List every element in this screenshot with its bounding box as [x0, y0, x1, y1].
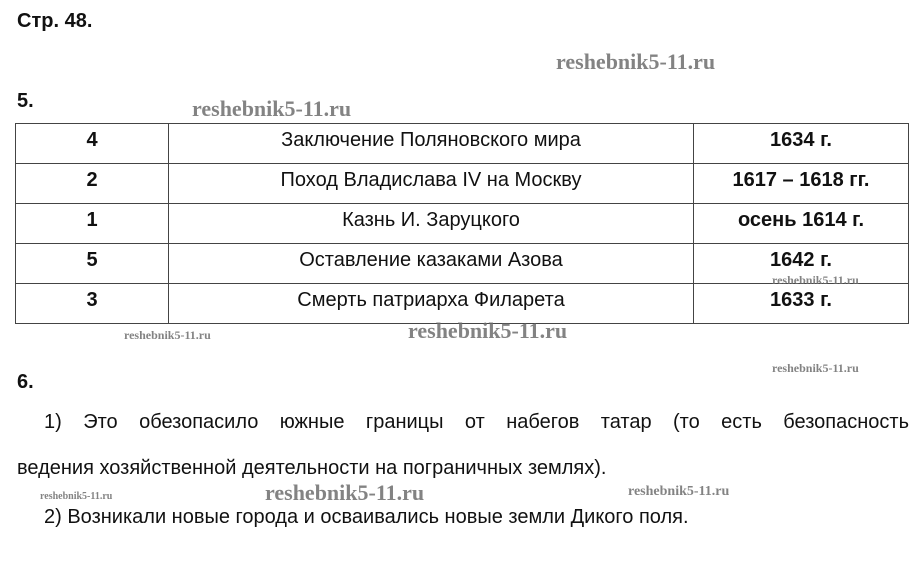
row-event: Заключение Поляновского мира	[169, 124, 694, 164]
row-order-number: 3	[16, 284, 169, 324]
row-event: Казнь И. Заруцкого	[169, 204, 694, 244]
answer-paragraph-2: 2) Возникали новые города и осваивались новые земли Дикого поля.	[44, 506, 689, 528]
table-row	[16, 164, 909, 204]
watermark: reshebnik5-11.ru	[40, 491, 113, 502]
watermark: reshebnik5-11.ru	[772, 273, 859, 287]
watermark: reshebnik5-11.ru	[192, 96, 352, 121]
row-date: 1633 г.	[694, 284, 909, 324]
row-order-number: 1	[16, 204, 169, 244]
answer-paragraph-1-line-1: 1) Это обезопасило южные границы от набегов татар (то есть безопасность	[44, 411, 909, 433]
table-row	[16, 124, 909, 164]
row-date: 1642 г.	[694, 244, 909, 284]
row-date: осень 1614 г.	[694, 204, 909, 244]
row-event: Поход Владислава IV на Москву	[169, 164, 694, 204]
row-date: 1634 г.	[694, 124, 909, 164]
row-date: 1617 – 1618 гг.	[694, 164, 909, 204]
answer-paragraph-1-line-2: ведения хозяйственной деятельности на пограничных землях).	[17, 457, 607, 479]
row-order-number: 5	[16, 244, 169, 284]
watermark: reshebnik5-11.ru	[628, 484, 730, 499]
watermark: reshebnik5-11.ru	[556, 49, 716, 74]
table-row	[16, 204, 909, 244]
watermark: reshebnik5-11.ru	[408, 318, 568, 343]
watermark: reshebnik5-11.ru	[772, 361, 859, 375]
watermark: reshebnik5-11.ru	[124, 328, 211, 342]
watermark: reshebnik5-11.ru	[265, 480, 425, 505]
task-5-number: 5.	[17, 90, 34, 112]
row-event: Смерть патриарха Филарета	[169, 284, 694, 324]
task-6-number: 6.	[17, 371, 34, 393]
chronology-table	[15, 123, 909, 324]
row-order-number: 2	[16, 164, 169, 204]
page-label: Стр. 48.	[17, 10, 93, 32]
row-order-number: 4	[16, 124, 169, 164]
row-event: Оставление казаками Азова	[169, 244, 694, 284]
